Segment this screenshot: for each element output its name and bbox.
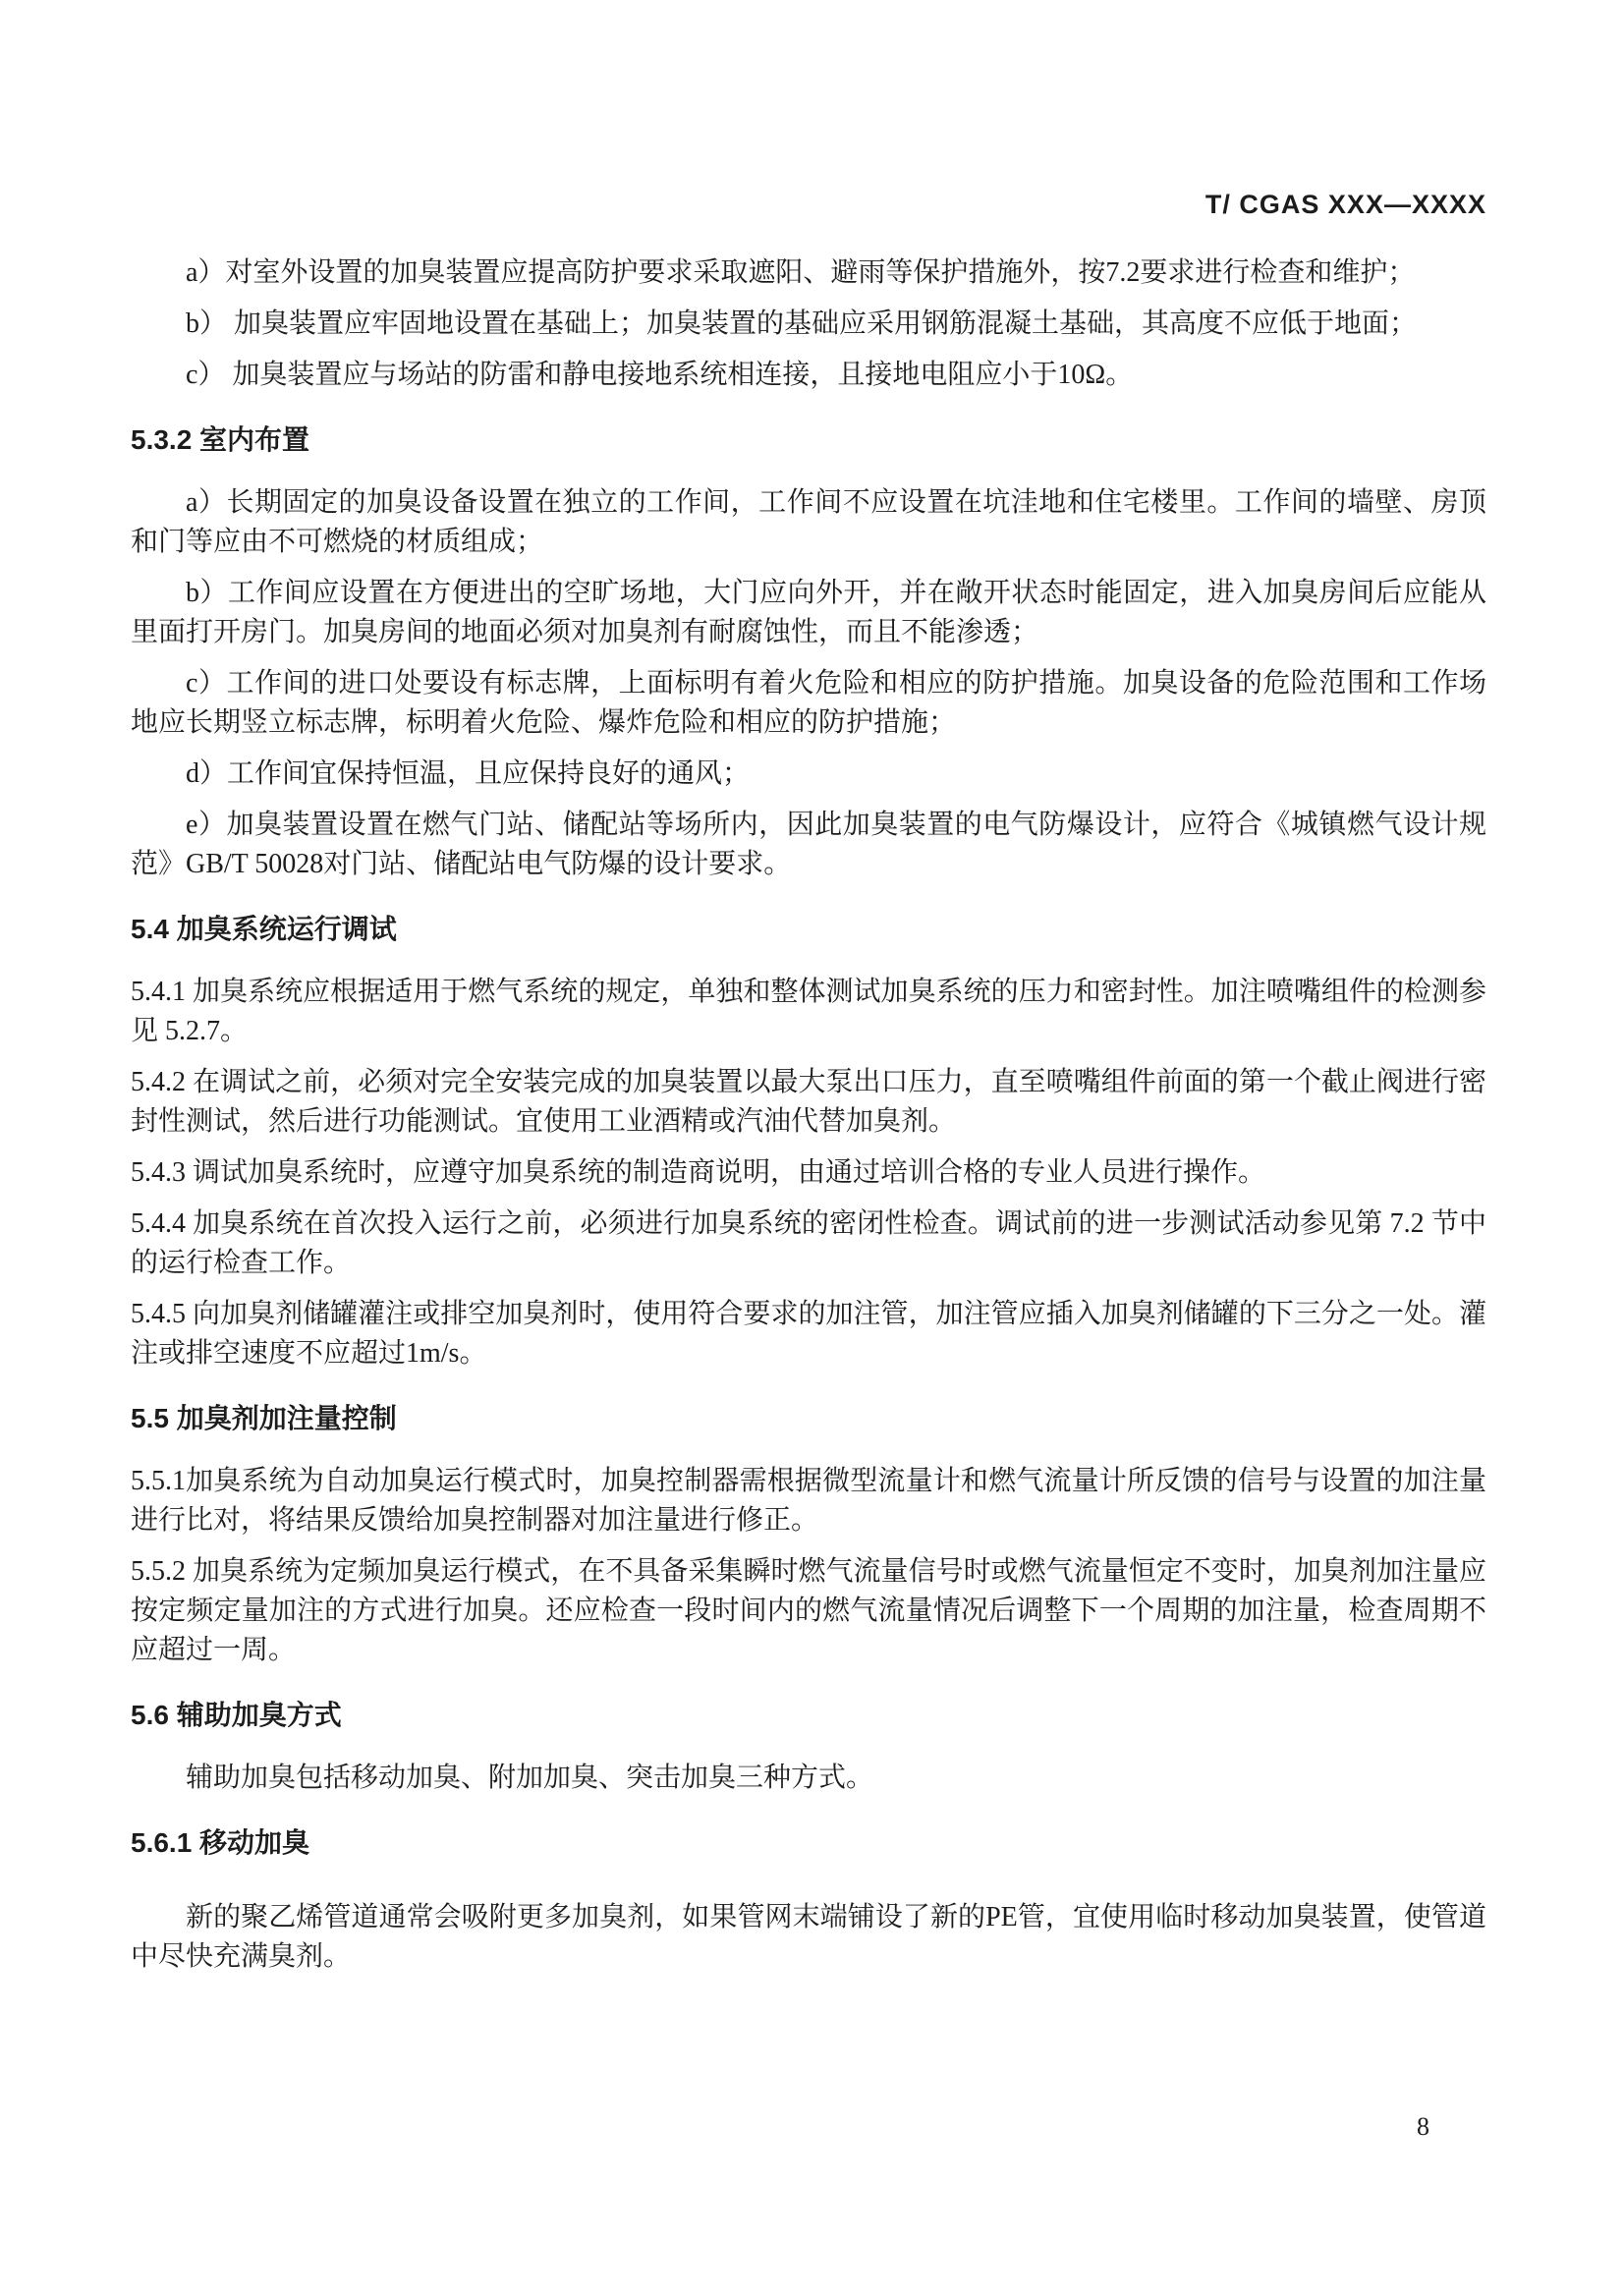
heading-5-3-2-indoor-layout: 5.3.2 室内布置: [131, 424, 310, 455]
clause-5-4-2: 5.4.2 在调试之前，必须对完全安装完成的加臭装置以最大泵出口压力，直至喷嘴组件前面的第一个截止阀进行密封性测试，然后进行功能测试。宜使用工业酒精或汽油代替加臭剂。: [131, 1067, 1486, 1137]
para-outdoor-item-a: a）对室外设置的加臭装置应提高防护要求采取遮阳、避雨等保护措施外，按7.2要求进行检查和维护；: [186, 257, 1416, 288]
clause-5-4-1: 5.4.1 加臭系统应根据适用于燃气系统的规定，单独和整体测试加臭系统的压力和密封性。加注喷嘴组件的检测参见 5.2.7。: [131, 977, 1486, 1046]
clause-5-4-3: 5.4.3 调试加臭系统时，应遵守加臭系统的制造商说明，由通过培训合格的专业人员进行操作。: [131, 1157, 1266, 1188]
para-mobile-odorization: 新的聚乙烯管道通常会吸附更多加臭剂，如果管网末端铺设了新的PE管，宜使用临时移动加臭装置，使管道中尽快充满臭剂。: [131, 1902, 1486, 1972]
clause-5-4-5: 5.4.5 向加臭剂储罐灌注或排空加臭剂时，使用符合要求的加注管，加注管应插入加臭剂储罐的下三分之一处。灌注或排空速度不应超过1m/s。: [131, 1299, 1486, 1369]
clause-5-5-1: 5.5.1加臭系统为自动加臭运行模式时，加臭控制器需根据微型流量计和燃气流量计所反馈的信号与设置的加注量进行比对，将结果反馈给加臭控制器对加注量进行修正。: [131, 1466, 1486, 1536]
heading-5-6-auxiliary-odorization: 5.6 辅助加臭方式: [131, 1700, 342, 1730]
heading-5-4-system-commissioning: 5.4 加臭系统运行调试: [131, 914, 397, 944]
clause-5-4-4: 5.4.4 加臭系统在首次投入运行之前，必须进行加臭系统的密闭性检查。调试前的进一步测试活动参见第 7.2 节中的运行检查工作。: [131, 1208, 1486, 1278]
para-auxiliary-methods: 辅助加臭包括移动加臭、附加加臭、突击加臭三种方式。: [186, 1763, 874, 1793]
page-number: 8: [1417, 2112, 1429, 2141]
para-indoor-item-d: d）工作间宜保持恒温，且应保持良好的通风；: [186, 758, 751, 789]
para-indoor-item-a: a）长期固定的加臭设备设置在独立的工作间，工作间不应设置在坑洼地和住宅楼里。工作间的墙壁、房顶和门等应由不可燃烧的材质组成；: [131, 487, 1486, 557]
doc-code-header: T/ CGAS XXX—XXXX: [1204, 190, 1486, 219]
para-outdoor-item-c: c） 加臭装置应与场站的防雷和静电接地系统相连接，且接地电阻应小于10Ω。: [186, 360, 1134, 390]
para-indoor-item-e: e）加臭装置设置在燃气门站、储配站等场所内，因此加臭装置的电气防爆设计，应符合《城镇燃气设计规范》GB/T 50028对门站、储配站电气防爆的设计要求。: [131, 810, 1486, 879]
heading-5-5-injection-control: 5.5 加臭剂加注量控制: [131, 1403, 397, 1433]
clause-5-5-2: 5.5.2 加臭系统为定频加臭运行模式，在不具备采集瞬时燃气流量信号时或燃气流量恒定不变时，加臭剂加注量应按定频定量加注的方式进行加臭。还应检查一段时间内的燃气流量情况后调整下一个周期的加注量，检查周期不应超过一周。: [131, 1556, 1486, 1665]
para-indoor-item-b: b）工作间应设置在方便进出的空旷场地，大门应向外开，并在敞开状态时能固定，进入加臭房间后应能从里面打开房门。加臭房间的地面必须对加臭剂有耐腐蚀性，而且不能渗透；: [131, 578, 1486, 647]
heading-5-6-1-mobile-odorization: 5.6.1 移动加臭: [131, 1827, 310, 1858]
para-indoor-item-c: c）工作间的进口处要设有标志牌，上面标明有着火危险和相应的防护措施。加臭设备的危险范围和工作场地应长期竖立标志牌，标明着火危险、爆炸危险和相应的防护措施；: [131, 668, 1486, 738]
para-outdoor-item-b: b） 加臭装置应牢固地设置在基础上；加臭装置的基础应采用钢筋混凝土基础，其高度不应低于地面；: [186, 308, 1418, 339]
